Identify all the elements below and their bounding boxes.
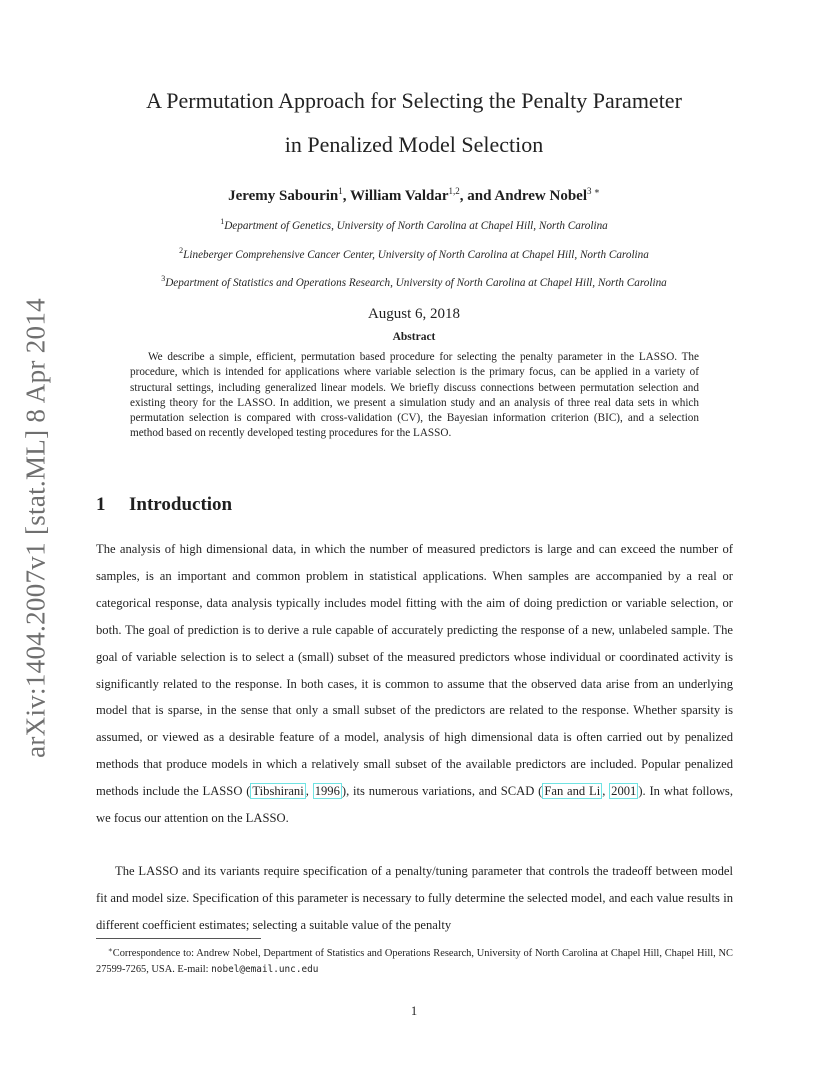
introduction-paragraph-2: The LASSO and its variants require specification of a penalty/tuning parameter that controls the tradeoff between model fit and model size. Specification of this parameter is necessary to fully determine the selected model, and each value results in different coefficient estimates; selecting a suitable value of the penalty [96,864,733,932]
citation-link-year[interactable]: 1996 [314,784,340,799]
section-number: 1 [96,494,106,515]
affiliation-text: Department of Statistics and Operations Research, University of North Carolina at Chapel Hill, North Carolina [165,277,667,289]
paper-title-line-1: A Permutation Approach for Selecting the Penalty Parameter [146,88,682,113]
affiliation-2 [0,246,828,261]
footnote-divider [96,938,261,939]
paper-date: August 6, 2018 [367,306,461,322]
affiliation-number: 2 [179,246,184,255]
affiliation-1 [0,217,828,232]
citation-separator: , [602,784,610,799]
author-affiliation-mark: 1 [338,186,343,196]
email-address[interactable]: nobel@email.unc.edu [211,963,319,975]
footnote-mark: ∗ [108,946,113,954]
author-list [0,186,828,205]
citation-separator: , [305,784,313,799]
affiliation-3 [0,274,828,289]
affiliation-text: Lineberger Comprehensive Cancer Center, University of North Carolina at Chapel Hill, North Carolina [183,249,649,261]
affiliation-number: 3 [161,274,166,283]
page-number: 1 [410,1004,418,1018]
paragraph-text: ), its numerous variations, and SCAD ( [341,784,543,799]
section-title: Introduction [129,494,233,515]
arxiv-identifier-stamp: arXiv:1404.2007v1 [stat.ML] 8 Apr 2014 [20,298,51,758]
citation-link-year[interactable]: 2001 [611,784,637,799]
footnote-text: Correspondence to: Andrew Nobel, Department of Statistics and Operations Research, University of North Carolina at Chapel Hill, Chapel Hill, NC 27599-7265, USA. E-mail: [96,948,733,975]
section-heading [96,494,232,516]
author-name: Jeremy Sabourin [228,188,339,204]
author-name: Andrew Nobel [494,188,588,204]
author-affiliation-mark: 1,2 [448,186,460,196]
paper-title-line-2: in Penalized Model Selection [284,132,544,157]
paragraph-text: The analysis of high dimensional data, in which the number of measured predictors is large and can exceed the number of samples, is an important and common problem in statistical applications. When samples are accompanied by a real or categorical response, data analysis typically includes model fitting with the aim of doing prediction or variable selection, or both. The goal of prediction is to derive a rule capable of accurately predicting the response of a new, unlabeled sample. The goal of variable selection is to select a (small) subset of the measured predictors whose individual or coordinated activity is significantly related to the response. In both cases, it is common to assume that the observed data arise from an underlying model that is sparse, in the sense that only a small subset of the predictors are related to the response. Whether sparsity is assumed, or viewed as a desirable feature of a model, analysis of high dimensional data is often carried out by penalized methods that produce models in which a relatively small subset of the available predictors are included. Popular penalized methods include the LASSO ( [96,542,733,799]
citation-link-author[interactable]: Tibshirani [252,784,304,799]
author-separator: , [342,188,350,204]
author-affiliation-mark: 3 ∗ [587,186,600,196]
author-name: William Valdar [350,188,449,204]
affiliation-text: Department of Genetics, University of North Carolina at Chapel Hill, North Carolina [224,220,608,232]
introduction-paragraph-1 [96,536,733,832]
abstract-text: We describe a simple, efficient, permutation based procedure for selecting the penalty parameter in the LASSO. The procedure, which is intended for applications where variable selection is the primary focus, can be applied in a variety of structural settings, including generalized linear models. We briefly discuss connections between permutation selection and existing theory for the LASSO. In addition, we present a simulation study and an analysis of three real data sets in which permutation selection is compared with cross-validation (CV), the Bayesian information criterion (BIC), and a selection method based on recently developed testing procedures for the LASSO. [130,351,699,440]
citation-link-author[interactable]: Fan and Li [544,784,601,799]
affiliation-number: 1 [220,217,225,226]
author-separator: , and [459,188,495,204]
abstract-heading: Abstract [392,331,436,343]
paragraph-text: ). In what follows, we focus our attention on the LASSO. [96,784,733,826]
correspondence-footnote [96,943,733,977]
